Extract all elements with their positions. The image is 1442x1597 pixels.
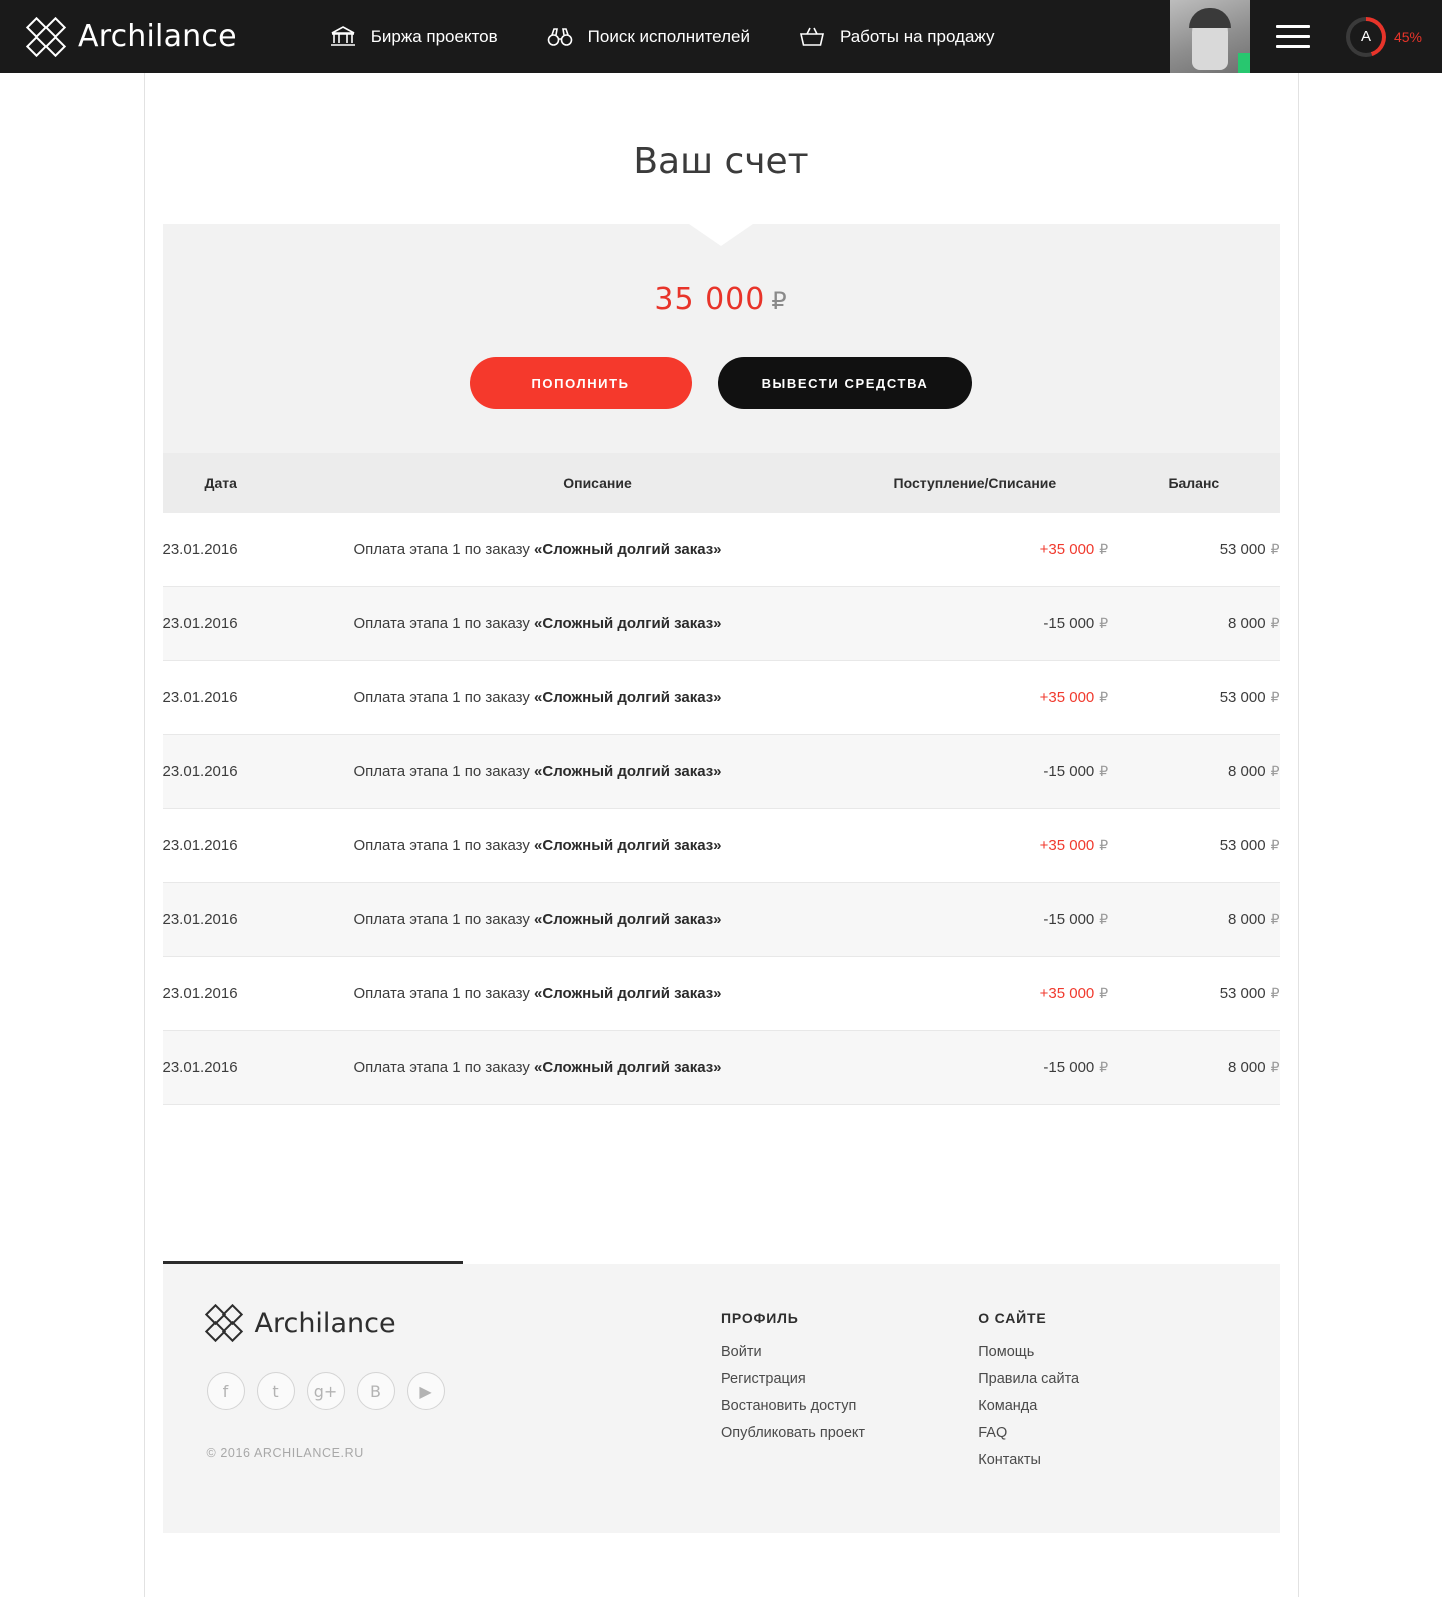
desc-order: «Сложный долгий заказ» <box>534 541 722 558</box>
cell-description <box>353 809 841 883</box>
footer-link[interactable]: Правила сайта <box>978 1371 1080 1387</box>
cell-date: 23.01.2016 <box>163 587 354 661</box>
amount-value: -15 000 <box>1043 763 1095 780</box>
cell-balance <box>1108 735 1279 809</box>
footer-link[interactable]: FAQ <box>978 1425 1008 1441</box>
nav-label-works: Работы на продажу <box>839 26 995 46</box>
google-plus-icon[interactable]: g+ <box>307 1372 345 1410</box>
cell-amount <box>842 513 1109 587</box>
table-row <box>163 809 1280 883</box>
balance-currency: ₽ <box>1270 689 1280 705</box>
footer-link[interactable]: Востановить доступ <box>721 1398 857 1414</box>
cell-amount <box>842 735 1109 809</box>
main-nav <box>329 25 995 49</box>
cell-amount <box>842 661 1109 735</box>
progress-glyph: A <box>1350 21 1382 53</box>
table-header-row <box>163 453 1280 513</box>
amount-currency: ₽ <box>1099 911 1109 927</box>
site-header <box>0 0 1442 73</box>
cell-balance <box>1108 883 1279 957</box>
cell-description <box>353 883 841 957</box>
balance-currency: ₽ <box>1270 985 1280 1001</box>
footer-link[interactable]: Команда <box>978 1398 1038 1414</box>
cell-description <box>353 661 841 735</box>
balance-amount <box>163 282 1280 317</box>
copyright-text: © 2016 ARCHILANCE.RU <box>206 1446 364 1460</box>
balance-currency: ₽ <box>1270 615 1280 631</box>
footer-link[interactable]: Контакты <box>978 1452 1041 1468</box>
progress-ring <box>1346 17 1386 57</box>
balance-value: 8 000 <box>1228 1059 1266 1076</box>
table-head <box>163 453 1280 513</box>
footer-link[interactable]: Опубликовать проект <box>721 1425 866 1441</box>
amount-currency: ₽ <box>1099 985 1109 1001</box>
amount-value: +35 000 <box>1039 689 1095 706</box>
footer-links-profile <box>721 1344 978 1441</box>
progress-percent: 45% <box>1393 28 1422 45</box>
cell-amount <box>842 809 1109 883</box>
social-links <box>207 1372 722 1410</box>
amount-value: +35 000 <box>1039 985 1095 1002</box>
brand-name: Archilance <box>78 19 237 54</box>
desc-prefix: Оплата этапа 1 по заказу <box>353 911 535 928</box>
table-row <box>163 513 1280 587</box>
desc-prefix: Оплата этапа 1 по заказу <box>353 689 535 706</box>
footer-column-about <box>978 1306 1235 1479</box>
cell-date: 23.01.2016 <box>163 513 354 587</box>
cell-balance <box>1108 1031 1279 1105</box>
desc-prefix: Оплата этапа 1 по заказу <box>353 763 535 780</box>
desc-prefix: Оплата этапа 1 по заказу <box>353 615 535 632</box>
nav-item-projects[interactable] <box>329 25 498 49</box>
footer-brand-name: Archilance <box>254 1307 396 1339</box>
footer-link[interactable]: Регистрация <box>721 1371 806 1387</box>
cell-date: 23.01.2016 <box>163 809 354 883</box>
amount-value: -15 000 <box>1043 1059 1095 1076</box>
cell-date: 23.01.2016 <box>163 735 354 809</box>
logo-diamonds-icon <box>28 19 64 55</box>
desc-prefix: Оплата этапа 1 по заказу <box>353 837 535 854</box>
amount-value: +35 000 <box>1039 837 1095 854</box>
footer-column-title-about: О САЙТЕ <box>978 1310 1047 1326</box>
balance-actions <box>163 357 1280 409</box>
cell-date: 23.01.2016 <box>163 957 354 1031</box>
balance-value: 53 000 <box>1219 689 1266 706</box>
nav-item-works[interactable] <box>798 25 995 49</box>
desc-order: «Сложный долгий заказ» <box>534 911 722 928</box>
footer-link[interactable]: Помощь <box>978 1344 1035 1360</box>
cell-amount <box>842 883 1109 957</box>
column-header-balance: Баланс <box>1108 453 1279 513</box>
amount-currency: ₽ <box>1099 689 1109 705</box>
amount-currency: ₽ <box>1099 615 1109 631</box>
nav-item-performers[interactable] <box>546 25 750 49</box>
footer-column-title-profile: ПРОФИЛЬ <box>721 1310 799 1326</box>
balance-value: 53 000 <box>1219 837 1266 854</box>
cell-amount <box>842 1031 1109 1105</box>
desc-order: «Сложный долгий заказ» <box>534 615 722 632</box>
binoculars-icon <box>546 25 574 49</box>
avatar[interactable] <box>1170 0 1250 73</box>
footer-link[interactable]: Войти <box>721 1344 762 1360</box>
footer-logo[interactable] <box>207 1306 722 1340</box>
footer-links-about <box>978 1344 1235 1468</box>
table-row <box>163 661 1280 735</box>
header-logo[interactable] <box>28 19 237 55</box>
cell-amount <box>842 957 1109 1031</box>
facebook-icon[interactable]: f <box>207 1372 245 1410</box>
content-frame <box>144 73 1299 1597</box>
balance-value: 53 000 <box>1219 541 1266 558</box>
cell-date: 23.01.2016 <box>163 1031 354 1105</box>
cell-description <box>353 1031 841 1105</box>
table-row <box>163 735 1280 809</box>
column-header-description: Описание <box>353 453 841 513</box>
cell-balance <box>1108 587 1279 661</box>
column-header-date: Дата <box>163 453 354 513</box>
desc-order: «Сложный долгий заказ» <box>534 763 722 780</box>
footer-brand-block <box>207 1306 722 1479</box>
amount-value: -15 000 <box>1043 615 1095 632</box>
cell-balance <box>1108 957 1279 1031</box>
amount-value: -15 000 <box>1043 911 1095 928</box>
cell-balance <box>1108 809 1279 883</box>
nav-label-projects: Биржа проектов <box>370 26 498 46</box>
balance-panel <box>163 224 1280 453</box>
balance-currency: ₽ <box>1270 763 1280 779</box>
amount-currency: ₽ <box>1099 541 1109 557</box>
balance-value: 53 000 <box>1219 985 1266 1002</box>
desc-prefix: Оплата этапа 1 по заказу <box>353 985 535 1002</box>
amount-value: +35 000 <box>1039 541 1095 558</box>
balance-currency: ₽ <box>1270 1059 1280 1075</box>
balance-currency: ₽ <box>771 287 788 315</box>
desc-prefix: Оплата этапа 1 по заказу <box>353 541 535 558</box>
hamburger-icon[interactable] <box>1276 25 1310 49</box>
cell-balance <box>1108 513 1279 587</box>
table-row <box>163 1031 1280 1105</box>
basket-icon <box>798 25 826 49</box>
balance-currency: ₽ <box>1270 837 1280 853</box>
cell-date: 23.01.2016 <box>163 661 354 735</box>
balance-value: 35 000 <box>654 282 766 317</box>
desc-prefix: Оплата этапа 1 по заказу <box>353 1059 535 1076</box>
desc-order: «Сложный долгий заказ» <box>534 837 722 854</box>
table-body <box>163 513 1280 1105</box>
transactions-table <box>163 453 1280 1105</box>
page-body <box>0 73 1442 1597</box>
logo-diamonds-icon <box>207 1306 241 1340</box>
cell-amount <box>842 587 1109 661</box>
page-title: Ваш счет <box>633 141 809 182</box>
table-row <box>163 957 1280 1031</box>
table-row <box>163 587 1280 661</box>
balance-value: 8 000 <box>1228 615 1266 632</box>
amount-currency: ₽ <box>1099 837 1109 853</box>
cell-date: 23.01.2016 <box>163 883 354 957</box>
balance-currency: ₽ <box>1270 911 1280 927</box>
site-footer <box>163 1264 1280 1533</box>
vk-icon[interactable]: B <box>357 1372 395 1410</box>
desc-order: «Сложный долгий заказ» <box>534 1059 722 1076</box>
transactions-table-wrap <box>163 453 1280 1105</box>
cell-balance <box>1108 661 1279 735</box>
cell-description <box>353 735 841 809</box>
withdraw-button[interactable]: ВЫВЕСТИ СРЕДСТВА <box>718 357 973 409</box>
amount-currency: ₽ <box>1099 1059 1109 1075</box>
column-header-amount: Поступление/Списание <box>842 453 1109 513</box>
twitter-icon[interactable]: t <box>257 1372 295 1410</box>
cell-description <box>353 587 841 661</box>
amount-currency: ₽ <box>1099 763 1109 779</box>
cell-description <box>353 513 841 587</box>
youtube-icon[interactable]: ▶ <box>407 1372 445 1410</box>
balance-currency: ₽ <box>1270 541 1280 557</box>
profile-progress[interactable] <box>1346 17 1422 57</box>
nav-label-performers: Поиск исполнителей <box>587 26 750 46</box>
footer-column-profile <box>721 1306 978 1479</box>
desc-order: «Сложный долгий заказ» <box>534 985 722 1002</box>
bank-icon <box>329 25 357 49</box>
balance-value: 8 000 <box>1228 911 1266 928</box>
desc-order: «Сложный долгий заказ» <box>534 689 722 706</box>
table-row <box>163 883 1280 957</box>
balance-value: 8 000 <box>1228 763 1266 780</box>
cell-description <box>353 957 841 1031</box>
deposit-button[interactable]: ПОПОЛНИТЬ <box>470 357 692 409</box>
